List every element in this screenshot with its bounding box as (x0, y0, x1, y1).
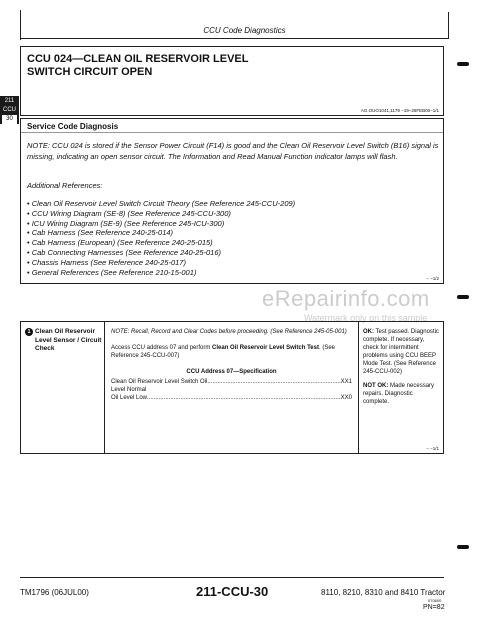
result-ok (363, 328, 439, 376)
reference-item: • Cab Harness (See Reference 240-25-014) (27, 228, 295, 238)
code-title-box (20, 46, 444, 116)
footer-pn: PN=82 (423, 604, 445, 611)
footer-rule (20, 577, 444, 578)
section-tab-line: 211 (4, 98, 15, 104)
tractor-models: 8110, 8210, 8310 and 8410 Tractor (321, 588, 446, 597)
additional-references-label: Additional References: (27, 181, 103, 190)
header-rule (20, 38, 449, 39)
reference-item: • Chassis Harness (See Reference 240-25-017) (27, 258, 295, 268)
spec-row (111, 378, 352, 386)
reference-item: • General References (See Reference 210-15-001) (27, 268, 295, 278)
spec-leader (207, 378, 340, 386)
step-number-badge: 1 (25, 328, 33, 336)
reference-list (27, 199, 295, 277)
reference-item: • Clean Oil Reservoir Level Switch Circuit Theory (See Reference 245-CCU-209) (27, 199, 295, 209)
action-note: NOTE: Recall, Record and Clear Codes before proceeding. (See Reference 245-05-001) (111, 329, 347, 335)
spec-leader (147, 394, 341, 402)
reference-item: • Cab Connecting Harnesses (See Reference 240-25-016) (27, 248, 295, 258)
reference-item: • CCU Wiring Diagram (SE-8) (See Reference 245-CCU-300) (27, 209, 295, 219)
service-reference-id: − −1/2 (426, 276, 439, 281)
action-text: . (See Reference 245-CCU-007) (111, 345, 335, 359)
service-code-diagnosis-box (20, 118, 444, 284)
spec-row (111, 386, 352, 394)
spec-heading: CCU Address 07—Specification (186, 369, 277, 375)
spec-value: XX0 (340, 395, 352, 401)
reference-item: • Cab Harness (European) (See Reference 240-25-015) (27, 238, 295, 248)
result-not-ok-text: Made necessary repairs. Diagnostic complete. (363, 383, 435, 405)
test-step-column (21, 322, 105, 453)
test-result-column (359, 322, 443, 453)
result-ok-text: Test passed. Diagnostic complete. If necessary, check for intermittent problems using CCU BEEP Mode Test. (See Reference 245-CCU-002) (363, 329, 439, 375)
step-title: Clean Oil Reservoir Level Sensor / Circuit Check (35, 328, 102, 352)
action-instruction (111, 344, 352, 360)
test-reference-id: − −1/1 (426, 446, 439, 451)
watermark: eRepairinfo.com (262, 286, 430, 311)
test-action-column (105, 322, 359, 453)
header-divider (20, 10, 21, 40)
page-header (0, 0, 489, 40)
service-code-heading: Service Code Diagnosis (21, 119, 443, 133)
reference-item: • ICU Wiring Diagram (SE-9) (See Reference 245-ICU-300) (27, 219, 295, 229)
spec-label: Oil Level Low (111, 395, 148, 401)
section-tab (0, 96, 19, 124)
watermark-subtext: Watermark only on this sample (304, 313, 428, 323)
result-ok-label: OK: (363, 329, 374, 335)
section-tab-line: 30 (2, 115, 17, 124)
registration-mark (457, 545, 469, 549)
title-reference-id: AG,OUO1041,1179 −19−26FEB00−1/1 (360, 108, 439, 113)
footer-date-code: 070600 (428, 598, 442, 603)
section-tab-line: CCU (3, 107, 16, 113)
spec-value: XX1 (340, 379, 352, 385)
page-header-title: CCU Code Diagnostics (203, 26, 286, 35)
service-note: NOTE: CCU 024 is stored if the Sensor Power Circuit (F14) is good and the Clean Oil Reservoir Level Switch (B16) signal is missing, indicating an open sensor circuit. The Information and Read Manual Function indicator lamps will flash. (27, 141, 439, 161)
code-title: CCU 024—CLEAN OIL RESERVOIR LEVEL SWITCH CIRCUIT OPEN (27, 53, 249, 78)
action-text: Access CCU address 07 and perform (111, 345, 213, 351)
page-number: 211-CCU-30 (196, 584, 269, 599)
spec-label: Level Normal (111, 387, 147, 393)
manual-id: TM1796 (06JUL00) (20, 588, 89, 597)
action-test-name: Clean Oil Reservoir Level Switch Test (212, 345, 319, 351)
result-not-ok-label: NOT OK: (363, 383, 389, 389)
spec-label: Clean Oil Reservoir Level Switch Oil (111, 379, 208, 385)
registration-mark (457, 62, 469, 66)
spec-row (111, 394, 352, 402)
diagnostic-test-table (20, 321, 444, 454)
registration-mark (457, 295, 469, 299)
result-not-ok (363, 382, 439, 406)
